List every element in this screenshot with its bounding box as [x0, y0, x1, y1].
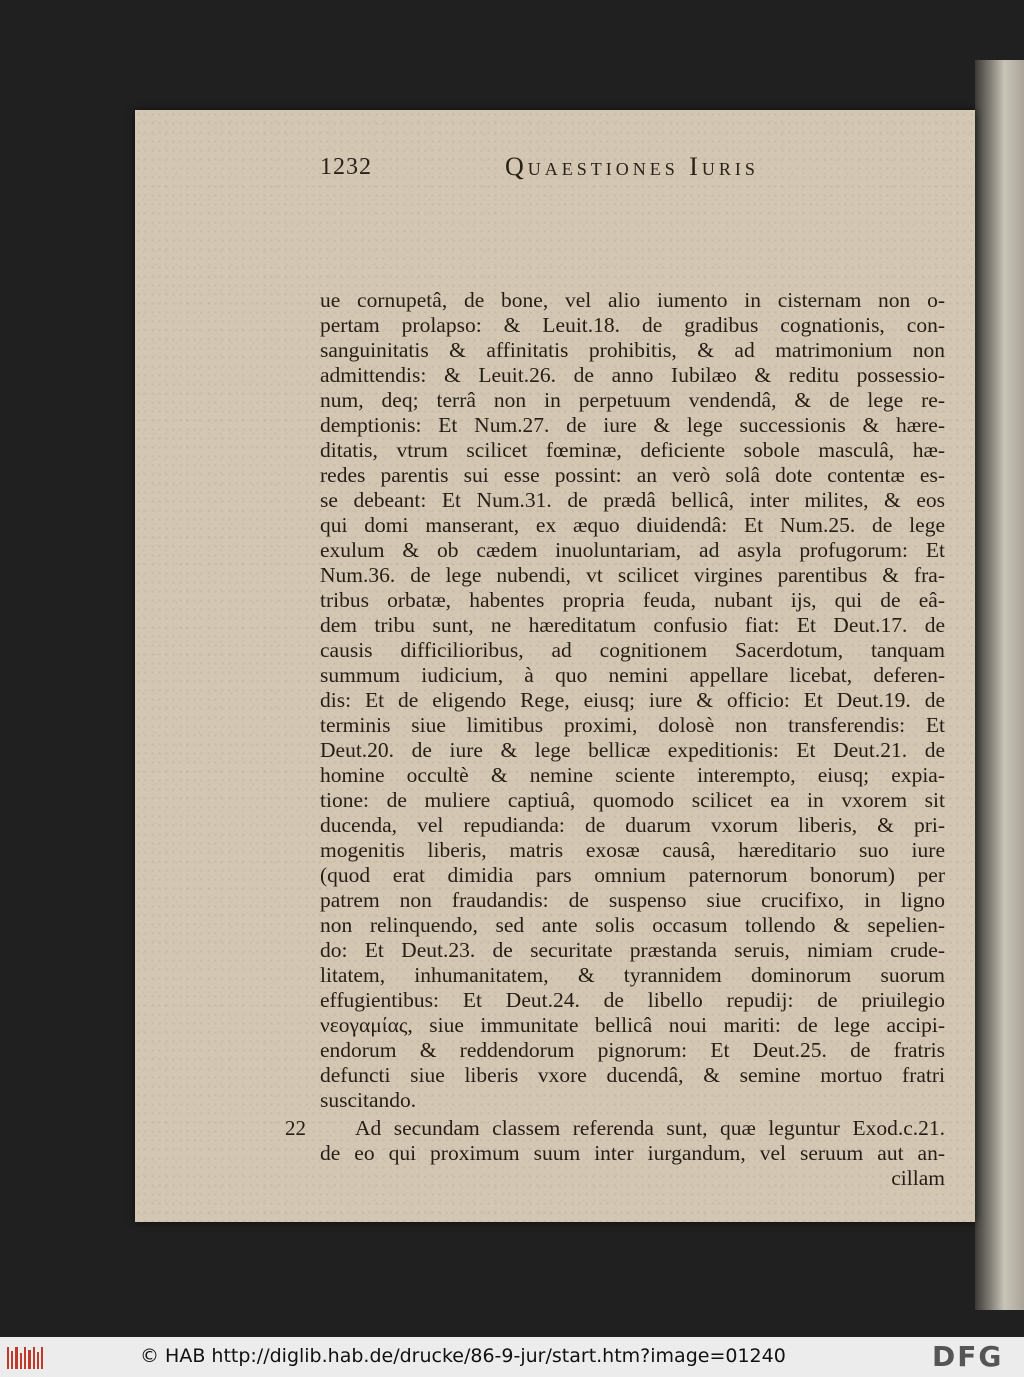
- text-line: Num.36. de lege nubendi, vt scilicet virgines parentibus & fra-: [320, 563, 945, 587]
- text-line: dis: Et de eligendo Rege, eiusq; iure & officio: Et Deut.19. de: [320, 688, 945, 712]
- text-line: endorum & reddendorum pignorum: Et Deut.25. de fratris: [320, 1038, 945, 1062]
- text-line: terminis siue limitibus proximi, dolosè non transferendis: Et: [320, 713, 945, 737]
- text-body: [135, 110, 975, 1222]
- footer-bar: [0, 1337, 1024, 1377]
- paragraph-number: 22: [285, 1116, 306, 1140]
- dfg-logo: DFG: [932, 1340, 1004, 1373]
- text-line: patrem non fraudandis: de suspenso siue crucifixo, in ligno: [320, 888, 945, 912]
- text-line: sanguinitatis & affinitatis prohibitis, & ad matrimonium non: [320, 338, 945, 362]
- text-line: exulum & ob cædem inuoluntariam, ad asyla profugorum: Et: [320, 538, 945, 562]
- text-line: suscitando.: [320, 1088, 417, 1112]
- source-url-link[interactable]: © HAB http://diglib.hab.de/drucke/86-9-jur/start.htm?image=01240: [140, 1345, 786, 1367]
- text-line: de eo qui proximum suum inter iurgandum, vel seruum aut an-: [320, 1141, 945, 1165]
- text-line: non relinquendo, sed ante solis occasum tollendo & sepelien-: [320, 913, 945, 937]
- text-line: tione: de muliere captiuâ, quomodo scilicet ea in vxorem sit: [320, 788, 945, 812]
- text-line: redes parentis sui esse possint: an verò solâ dote contentæ es-: [320, 463, 945, 487]
- text-line: dem tribu sunt, ne hæreditatum confusio fiat: Et Deut.17. de: [320, 613, 945, 637]
- text-line: litatem, inhumanitatem, & tyrannidem dominorum suorum: [320, 963, 945, 987]
- text-line: qui domi manserant, ex æquo diuidendâ: Et Num.25. de lege: [320, 513, 945, 537]
- text-line: num, deq; terrâ non in perpetuum vendendâ, & de lege re-: [320, 388, 945, 412]
- text-line: tribus orbatæ, habentes propria feuda, nubant ijs, qui de eâ-: [320, 588, 945, 612]
- text-line: do: Et Deut.23. de securitate præstanda seruis, nimiam crude-: [320, 938, 945, 962]
- text-line: se debeant: Et Num.31. de prædâ bellicâ, inter milites, & eos: [320, 488, 945, 512]
- hab-barcode-logo-icon: [6, 1345, 44, 1371]
- text-line: ditatis, vtrum scilicet fœminæ, deficiente sobole masculâ, hæ-: [320, 438, 945, 462]
- adjacent-page-edge: [975, 60, 1024, 1310]
- running-title: Quaestiones Iuris: [505, 152, 759, 181]
- text-line: admittendis: & Leuit.26. de anno Iubilæo & reditu possessio-: [320, 363, 945, 387]
- text-line: homine occultè & nemine sciente interempto, eiusq; expia-: [320, 763, 945, 787]
- text-line: Ad secundam classem referenda sunt, quæ leguntur Exod.c.21.: [355, 1116, 945, 1140]
- text-line: mogenitis liberis, matris exosæ causâ, hæreditario suo iure: [320, 838, 945, 862]
- text-line: (quod erat dimidia pars omnium paternorum bonorum) per: [320, 863, 945, 887]
- text-line: demptionis: Et Num.27. de iure & lege successionis & hære-: [320, 413, 945, 437]
- text-line: Deut.20. de iure & lege bellicæ expeditionis: Et Deut.21. de: [320, 738, 945, 762]
- text-line: pertam prolapso: & Leuit.18. de gradibus cognationis, con-: [320, 313, 945, 337]
- text-line: ducenda, vel repudianda: de duarum vxorum liberis, & pri-: [320, 813, 945, 837]
- text-line: causis difficilioribus, ad cognitionem Sacerdotum, tanquam: [320, 638, 945, 662]
- page-number: 1232: [320, 154, 372, 180]
- catchword: cillam: [891, 1166, 945, 1190]
- book-page: [135, 110, 975, 1222]
- text-line: ue cornupetâ, de bone, vel alio iumento in cisternam non o-: [320, 288, 945, 312]
- text-line: effugientibus: Et Deut.24. de libello repudij: de priuilegio: [320, 988, 945, 1012]
- text-line: summum iudicium, à quo nemini appellare licebat, deferen-: [320, 663, 945, 687]
- text-line: defuncti siue liberis vxore ducendâ, & semine mortuo fratri: [320, 1063, 945, 1087]
- text-line: νεογαμίας, siue immunitate bellicâ noui mariti: de lege accipi-: [320, 1013, 945, 1037]
